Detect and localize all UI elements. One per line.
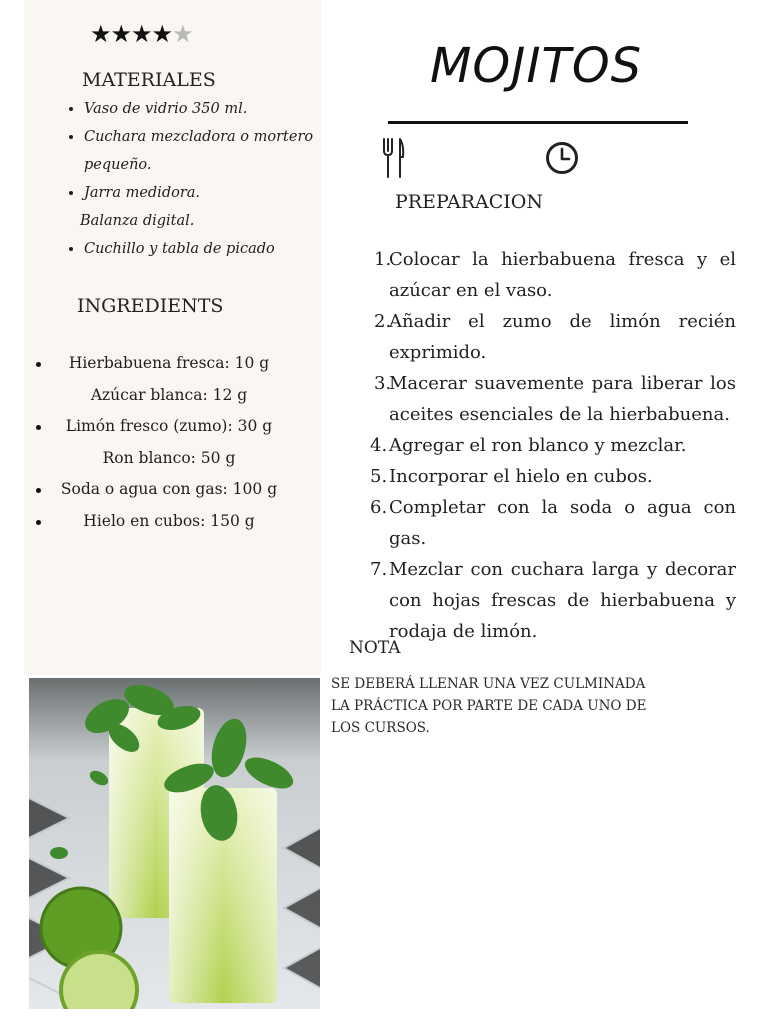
steps-list xyxy=(368,244,736,647)
list-item: Soda o agua con gas: 100 g xyxy=(34,474,304,506)
title-divider xyxy=(388,121,688,124)
list-item xyxy=(368,430,736,461)
list-item xyxy=(368,492,736,554)
list-item xyxy=(368,368,736,430)
step-number: 2. xyxy=(374,311,392,332)
list-item: • Cuchara mezcladora o mortero pequeño. xyxy=(84,123,344,179)
step-text: Macerar suavemente para liberar los aceites esenciales de la hierbabuena. xyxy=(389,373,736,425)
step-number: 3. xyxy=(374,373,392,394)
list-item: Azúcar blanca: 12 g xyxy=(90,385,248,404)
nota-heading: NOTA xyxy=(349,638,401,658)
star-icon: ★ xyxy=(151,20,173,48)
clock-icon xyxy=(545,141,579,179)
star-icon: ★ xyxy=(90,20,111,48)
list-item: Hielo en cubos: 150 g xyxy=(34,506,304,538)
list-item: • Cuchillo y tabla de picado xyxy=(84,235,344,263)
list-item: Balanza digital. xyxy=(80,213,195,229)
list-item: Hierbabuena fresca: 10 g xyxy=(34,348,304,380)
materiales-list xyxy=(58,95,344,263)
step-number: 7. xyxy=(370,559,388,580)
page-title: MOJITOS xyxy=(430,38,643,94)
step-text: Incorporar el hielo en cubos. xyxy=(389,466,653,487)
star-empty-icon: ★ xyxy=(172,20,193,48)
nota-text: SE DEBERÁ LLENAR UNA VEZ CULMINADA LA PRÁCTICA POR PARTE DE CADA UNO DE LOS CURSOS. xyxy=(331,676,647,736)
fork-knife-icon xyxy=(382,137,406,183)
list-item: • Jarra medidora. xyxy=(84,179,344,207)
mojito-photo xyxy=(29,678,320,1009)
step-number: 5. xyxy=(370,466,388,487)
list-item: • Vaso de vidrio 350 ml. xyxy=(84,95,344,123)
list-item xyxy=(368,461,736,492)
preparacion-heading: PREPARACION xyxy=(395,191,543,213)
list-item: Ron blanco: 50 g xyxy=(102,448,236,467)
step-number: 4. xyxy=(370,435,388,456)
list-item xyxy=(368,554,736,647)
step-text: Mezclar con cuchara larga y decorar con hojas frescas de hierbabuena y rodaja de limón. xyxy=(389,559,736,642)
ingredients-heading: INGREDIENTS xyxy=(77,295,224,317)
star-icon: ★ xyxy=(131,20,152,48)
step-text: Añadir el zumo de limón recién exprimido. xyxy=(389,311,736,363)
list-item: Limón fresco (zumo): 30 g xyxy=(34,411,304,443)
star-icon: ★ xyxy=(110,20,132,48)
materiales-heading: MATERIALES xyxy=(82,69,216,91)
star-rating xyxy=(90,22,193,46)
list-item xyxy=(368,306,736,368)
step-text: Completar con la soda o agua con gas. xyxy=(389,497,736,549)
list-item xyxy=(368,244,736,306)
step-text: Agregar el ron blanco y mezclar. xyxy=(389,435,687,456)
step-number: 1. xyxy=(374,249,392,270)
ingredients-list xyxy=(34,348,304,538)
step-text: Colocar la hierbabuena fresca y el azúcar en el vaso. xyxy=(389,249,736,301)
step-number: 6. xyxy=(370,497,388,518)
